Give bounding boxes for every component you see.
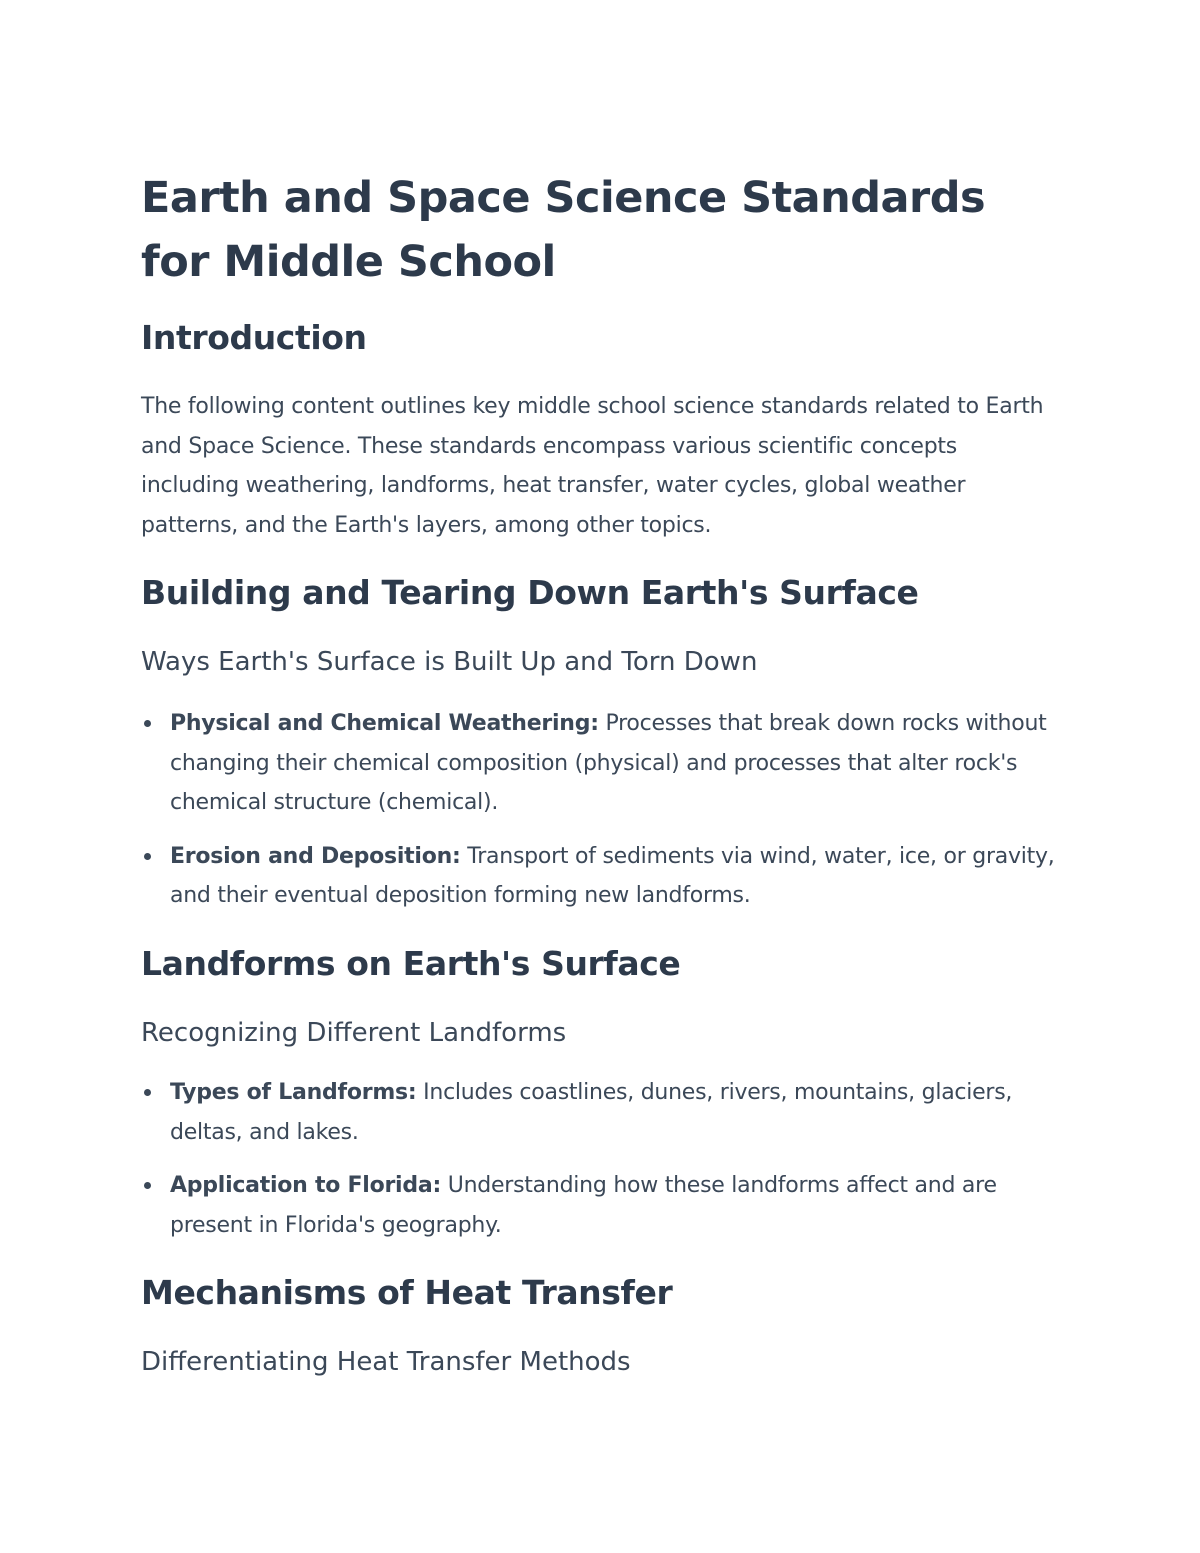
building-subheading: Ways Earth's Surface is Built Up and Torn Down — [141, 647, 758, 677]
heat-subheading: Differentiating Heat Transfer Methods — [141, 1347, 631, 1377]
bullet-icon — [144, 853, 151, 860]
landforms-subheading: Recognizing Different Landforms — [141, 1018, 567, 1048]
list-item — [141, 1166, 1061, 1245]
bullet-icon — [144, 720, 151, 727]
page-title: Earth and Space Science Standards for Middle School — [141, 173, 986, 287]
list-item-term: Types of Landforms: — [170, 1080, 417, 1105]
bullet-icon — [144, 1182, 151, 1189]
landforms-heading: Landforms on Earth's Surface — [141, 944, 681, 983]
list-item-text: Transport of sediments via wind, water, ice, or gravity, and their eventual deposition forming new landforms. — [170, 843, 1055, 908]
building-heading: Building and Tearing Down Earth's Surface — [141, 573, 919, 612]
list-item — [141, 837, 1061, 916]
landforms-list — [141, 1073, 1061, 1245]
list-item-text: Includes coastlines, dunes, rivers, mountains, glaciers, deltas, and lakes. — [170, 1080, 1013, 1145]
list-item-term: Physical and Chemical Weathering: — [170, 711, 599, 736]
bullet-icon — [144, 1089, 151, 1096]
building-list — [141, 704, 1061, 916]
list-item-term: Erosion and Deposition: — [170, 843, 461, 869]
list-item — [141, 1073, 1061, 1152]
list-item-term: Application to Florida: — [170, 1173, 441, 1198]
list-item — [141, 704, 1061, 823]
introduction-heading: Introduction — [141, 318, 367, 357]
introduction-paragraph: The following content outlines key middle school science standards related to Earth and Space Science. These standards encompass various scientific concepts including weathering, landforms, heat transfer, water cycles, global weather patterns, and the Earth's layers, among other topics. — [141, 394, 1044, 538]
heat-heading: Mechanisms of Heat Transfer — [141, 1273, 673, 1312]
list-item-text: Understanding how these landforms affect and are present in Florida's geography. — [170, 1173, 997, 1238]
list-item-text: Processes that break down rocks without changing their chemical composition (physical) and processes that alter rock's chemical structure (chemical). — [170, 711, 1047, 815]
